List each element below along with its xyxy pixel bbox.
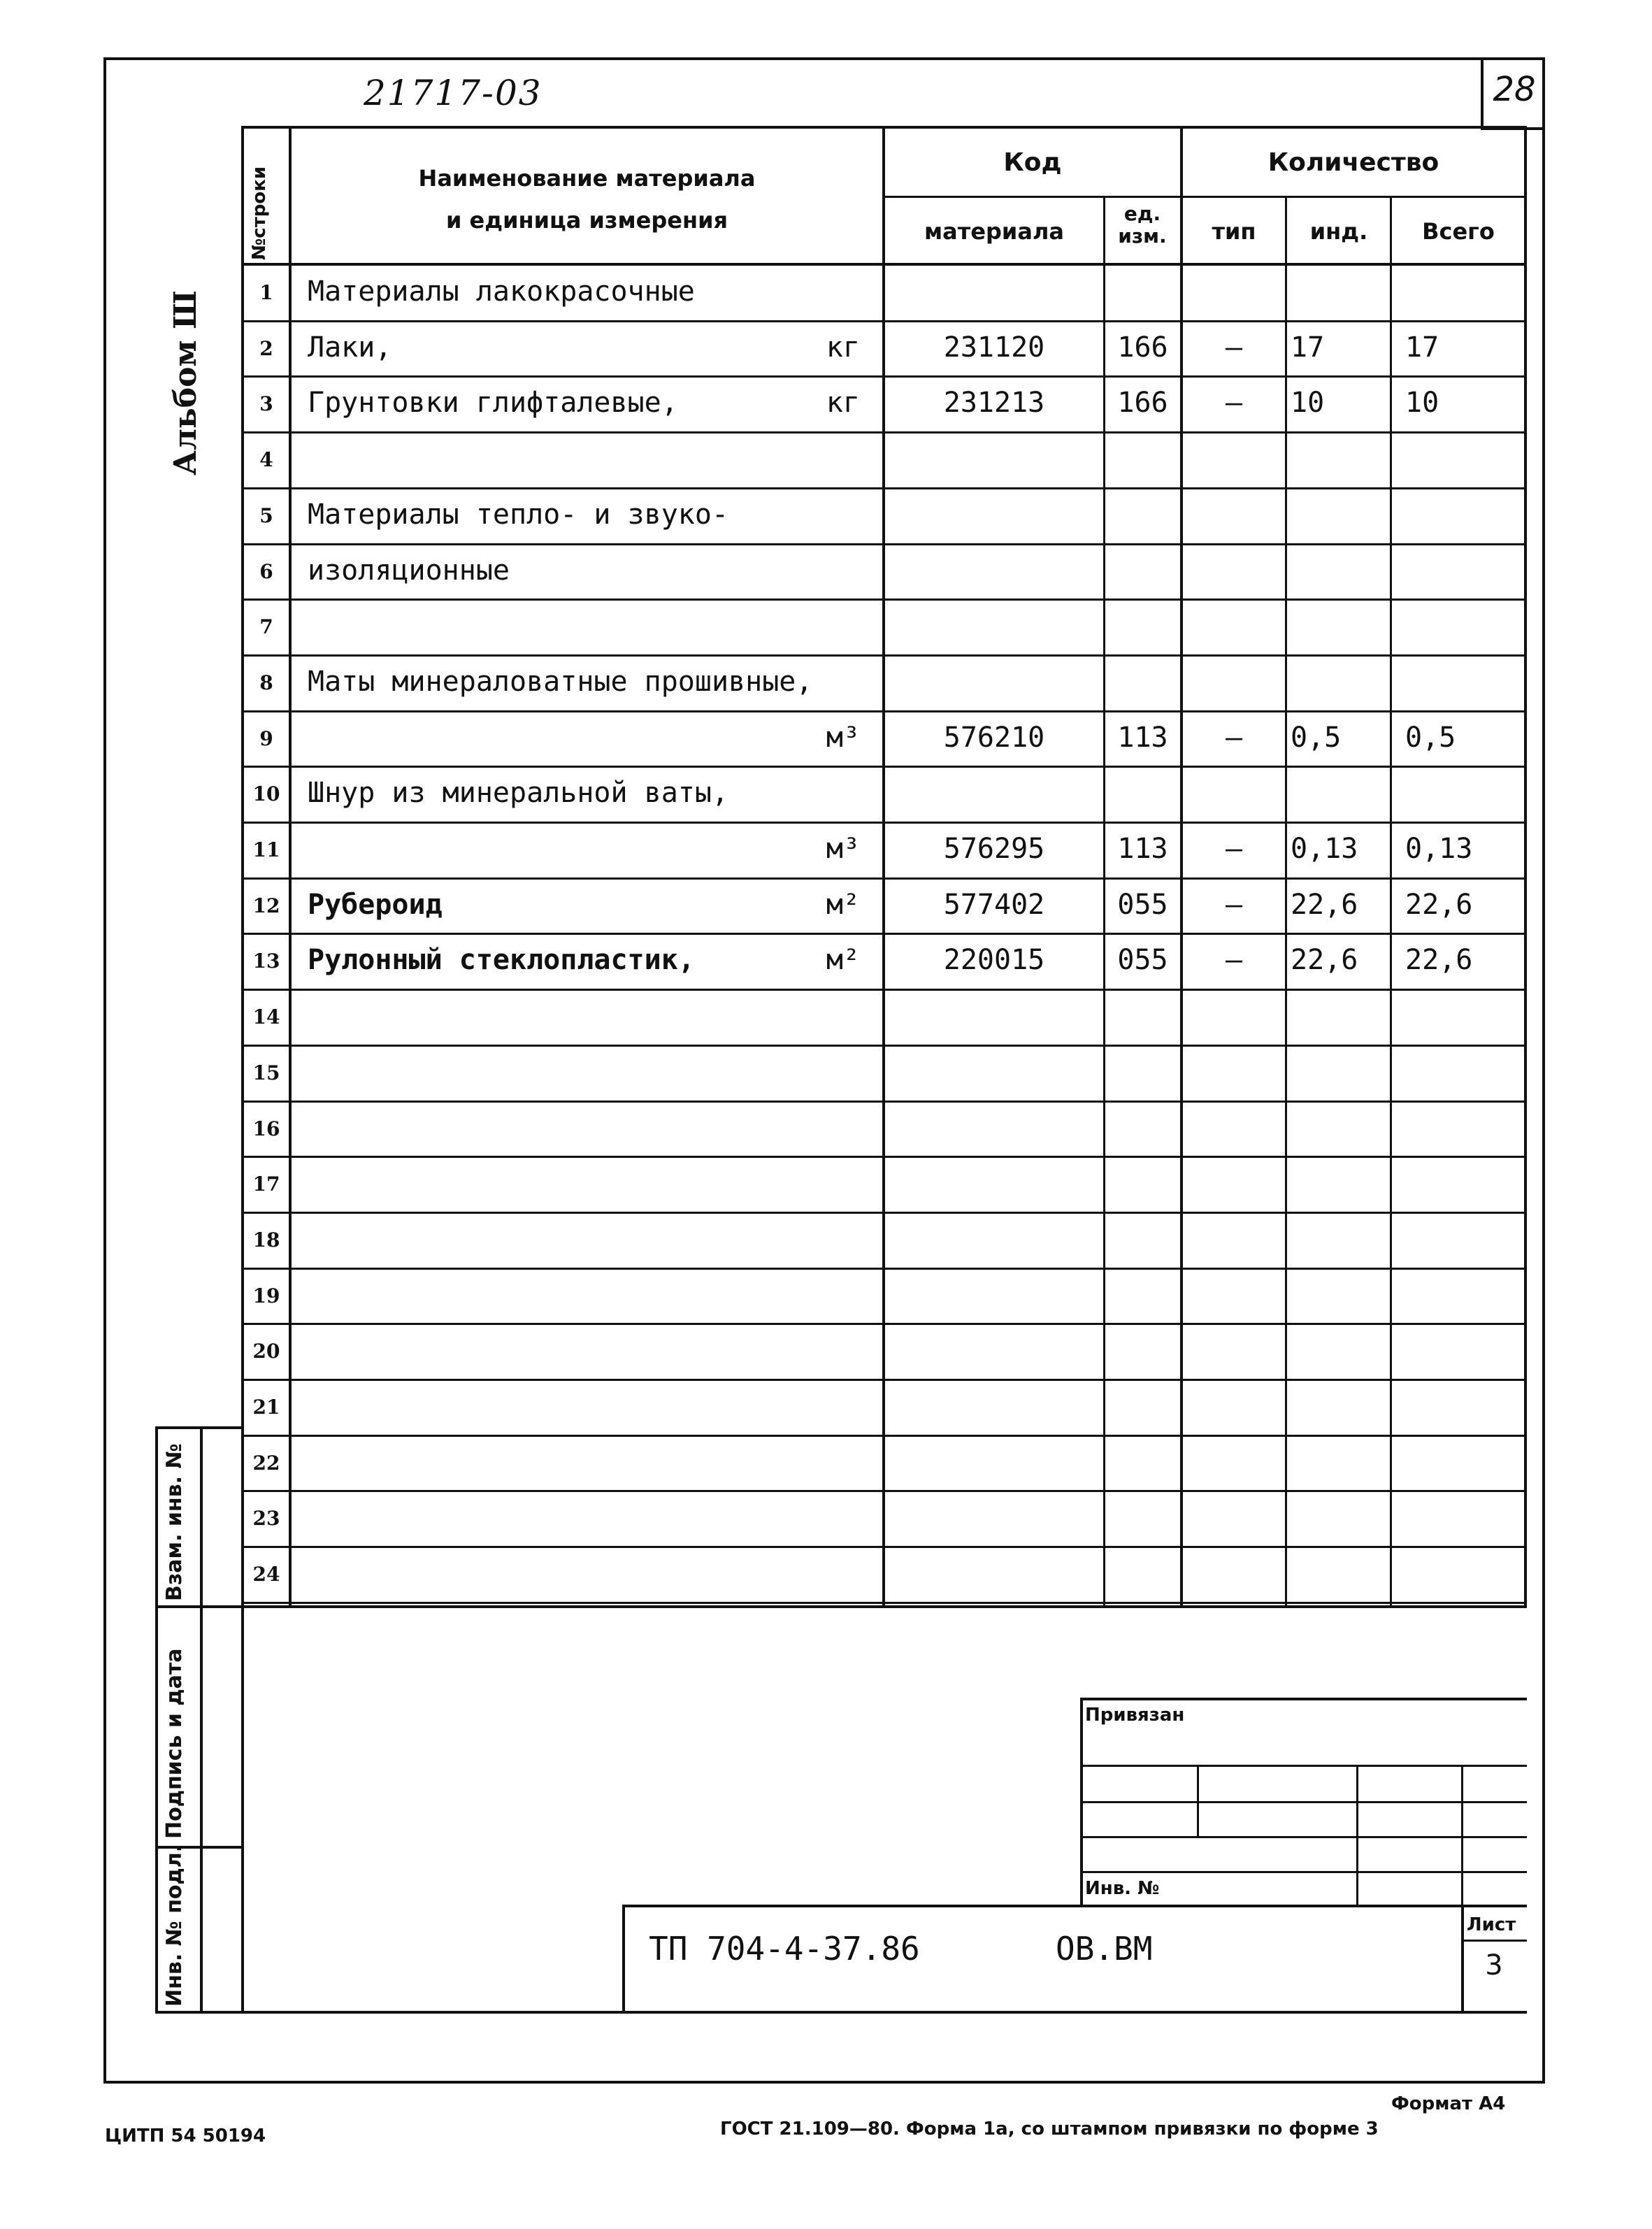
row-separator	[241, 431, 1527, 433]
row-separator	[241, 933, 1527, 935]
unit-code: 166	[1117, 387, 1168, 419]
list-value: 3	[1485, 1949, 1503, 1981]
row-separator	[241, 543, 1527, 545]
row-separator	[241, 487, 1527, 489]
qty-ind: 10	[1291, 387, 1325, 419]
row-number: 19	[252, 1284, 280, 1307]
material-name: Лаки,	[308, 331, 392, 364]
material-code: 576210	[943, 722, 1045, 754]
material-name: изоляционные	[308, 554, 510, 587]
row-separator	[241, 1602, 1527, 1604]
row-number: 20	[252, 1340, 280, 1363]
code-header: Код	[1003, 148, 1062, 177]
row-number: 9	[259, 727, 273, 750]
material-code: 577402	[943, 889, 1045, 921]
row-separator	[241, 877, 1527, 880]
document-mark: ОВ.ВМ	[1056, 1930, 1153, 1968]
row-number: 23	[252, 1507, 280, 1530]
material-code: 231120	[943, 331, 1045, 364]
qty-type: –	[1225, 833, 1243, 865]
row-separator	[241, 1490, 1527, 1492]
material-code: 220015	[943, 944, 1045, 976]
footer-left: ЦИТП 54 50194	[105, 2126, 266, 2146]
qty-total: 22,6	[1405, 889, 1473, 921]
material-code: 576295	[943, 833, 1045, 865]
row-number: 1	[259, 281, 273, 304]
row-separator	[241, 989, 1527, 991]
qty-total-header: Всего	[1422, 218, 1495, 245]
material-name: Рубероид	[308, 889, 443, 921]
name-header-line2: и единица измерения	[445, 207, 728, 234]
code-material-header: материала	[924, 218, 1064, 245]
format-label: Формат А4	[1391, 2093, 1506, 2114]
handwritten-number: 21717-03	[364, 73, 543, 113]
row-number: 10	[252, 782, 280, 805]
qty-total: 17	[1405, 331, 1439, 364]
row-separator	[241, 1101, 1527, 1103]
album-label: Альбом Ш	[168, 290, 203, 475]
unit-code: 113	[1117, 833, 1168, 865]
qty-total: 22,6	[1405, 944, 1473, 976]
qty-ind-header: инд.	[1309, 218, 1368, 245]
unit-code: 055	[1117, 889, 1168, 921]
qty-ind: 17	[1291, 331, 1325, 364]
row-number-header: №строки	[249, 166, 270, 260]
material-name: Грунтовки глифталевые,	[308, 387, 678, 419]
qty-total: 0,5	[1405, 722, 1456, 754]
inv-podl-label: Инв. № подл.	[162, 1844, 187, 2007]
sheet-number-box	[1481, 57, 1545, 130]
row-separator	[241, 1323, 1527, 1325]
row-separator	[241, 1546, 1527, 1548]
list-label: Лист	[1467, 1914, 1516, 1935]
inv-no-label: Инв. №	[1085, 1878, 1160, 1899]
row-separator	[241, 1212, 1527, 1214]
row-number: 11	[252, 838, 280, 861]
qty-type: –	[1225, 944, 1243, 976]
row-number: 12	[252, 894, 280, 917]
code-unit-header: ед. изм.	[1118, 202, 1167, 248]
row-number: 7	[259, 615, 273, 638]
material-unit: м²	[826, 889, 860, 921]
footer-right: ГОСТ 21.109—80. Форма 1а, со штампом привязки по форме 3	[720, 2119, 1379, 2140]
row-number: 15	[252, 1061, 280, 1084]
sheet-number: 28	[1493, 70, 1536, 109]
qty-total: 10	[1405, 387, 1439, 419]
row-separator	[241, 1045, 1527, 1047]
qty-type: –	[1225, 722, 1243, 754]
row-number: 8	[259, 671, 273, 694]
material-unit: кг	[826, 387, 860, 419]
qty-ind: 22,6	[1291, 889, 1358, 921]
qty-type-header: тип	[1212, 218, 1256, 245]
row-separator	[241, 1268, 1527, 1270]
row-separator	[241, 375, 1527, 378]
row-number: 2	[259, 337, 273, 360]
row-number: 16	[252, 1117, 280, 1140]
qty-ind: 22,6	[1291, 944, 1358, 976]
qty-ind: 0,5	[1291, 722, 1342, 754]
name-header-line1: Наименование материала	[418, 165, 756, 192]
qty-type: –	[1225, 387, 1243, 419]
qty-ind: 0,13	[1291, 833, 1358, 865]
row-number: 13	[252, 949, 280, 973]
material-unit: кг	[826, 331, 860, 364]
row-number: 22	[252, 1452, 280, 1475]
row-separator	[241, 710, 1527, 712]
material-name: Маты минераловатные прошивные,	[308, 666, 813, 698]
document-code: ТП 704-4-37.86	[649, 1930, 920, 1968]
material-unit: м²	[826, 944, 860, 976]
row-number: 18	[252, 1228, 280, 1252]
row-separator	[241, 599, 1527, 601]
row-number: 4	[259, 448, 273, 471]
material-name: Шнур из минеральной ваты,	[308, 777, 729, 809]
row-separator	[241, 1379, 1527, 1381]
material-unit: м³	[826, 833, 860, 865]
row-number: 5	[259, 504, 273, 527]
privyazan-label: Привязан	[1085, 1705, 1185, 1726]
row-number: 17	[252, 1173, 280, 1196]
material-name: Материалы тепло- и звуко-	[308, 499, 729, 531]
row-separator	[241, 1435, 1527, 1437]
row-separator	[241, 1156, 1527, 1158]
row-separator	[241, 320, 1527, 322]
row-separator	[241, 766, 1527, 768]
row-separator	[241, 654, 1527, 657]
row-number: 3	[259, 392, 273, 415]
vzam-inv-label: Взам. инв. №	[162, 1443, 187, 1601]
qty-total: 0,13	[1405, 833, 1473, 865]
material-code: 231213	[943, 387, 1045, 419]
row-number: 24	[252, 1563, 280, 1586]
signature-date-label: Подпись и дата	[162, 1648, 187, 1839]
row-separator	[241, 822, 1527, 824]
row-number: 21	[252, 1396, 280, 1419]
material-name: Рулонный стеклопластик,	[308, 944, 695, 976]
qty-type: –	[1225, 889, 1243, 921]
qty-type: –	[1225, 331, 1243, 364]
row-number: 6	[259, 560, 273, 583]
unit-code: 055	[1117, 944, 1168, 976]
quantity-header: Количество	[1267, 148, 1439, 177]
material-unit: м³	[826, 722, 860, 754]
row-number: 14	[252, 1005, 280, 1029]
material-name: Материалы лакокрасочные	[308, 275, 695, 308]
unit-code: 113	[1117, 722, 1168, 754]
unit-code: 166	[1117, 331, 1168, 364]
